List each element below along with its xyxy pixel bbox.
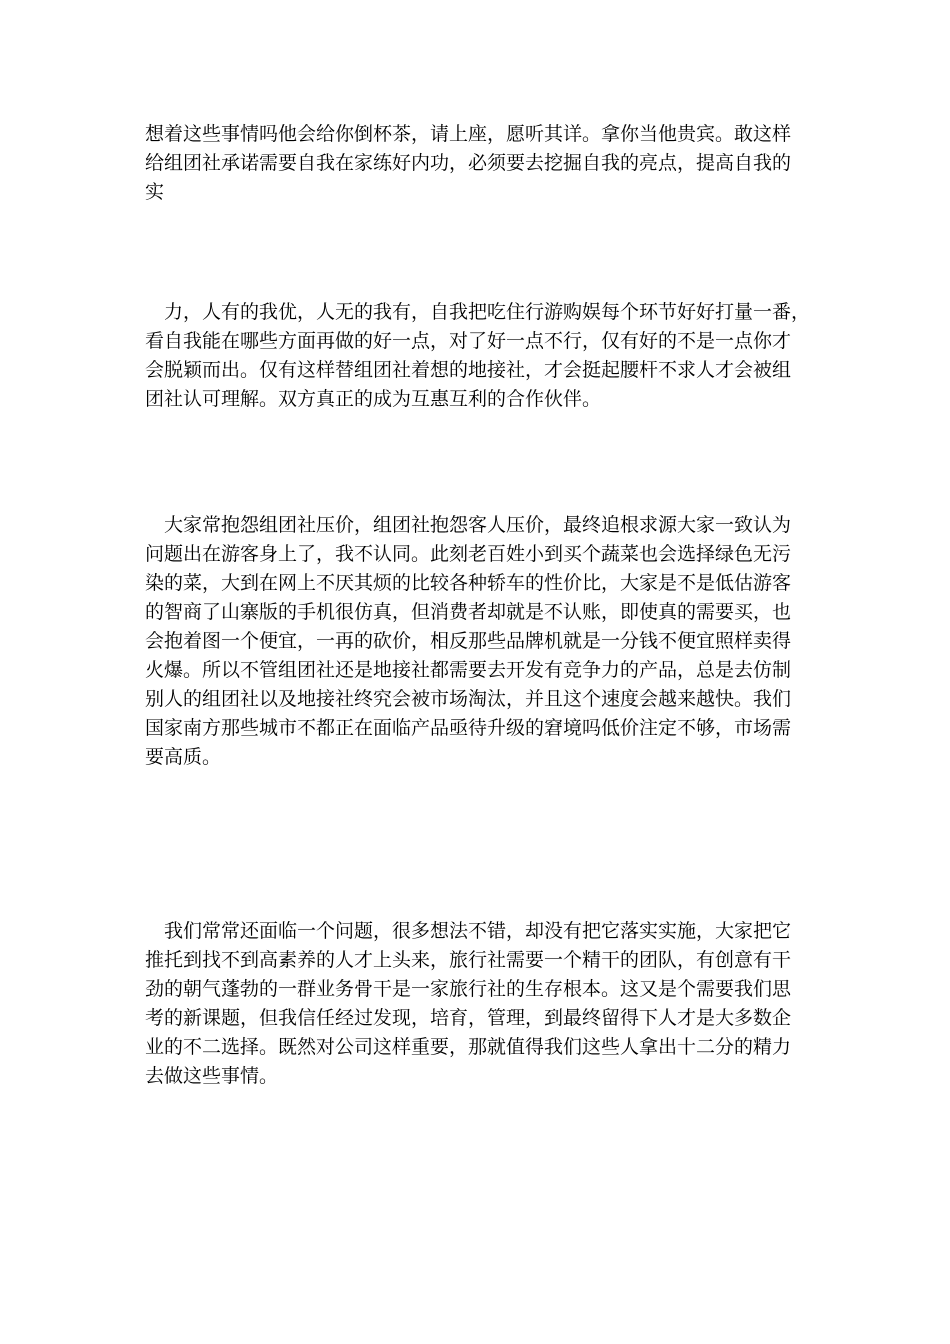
text-line: 会抱着图一个便宜，一再的砍价，相反那些品牌机就是一分钱不便宜照样卖得 (145, 630, 792, 652)
text-line: 火爆。所以不管组团社还是地接社都需要去开发有竞争力的产品，总是去仿制 (145, 659, 792, 681)
text-line: 要高质。 (145, 746, 222, 768)
text-line: 考的新课题，但我信任经过发现，培育，管理，到最终留得下人才是大多数企 (145, 1007, 792, 1029)
text-line: 看自我能在哪些方面再做的好一点，对了好一点不行，仅有好的不是一点你才 (145, 330, 792, 352)
text-line: 会脱颖而出。仅有这样替组团社着想的地接社，才会挺起腰杆不求人才会被组 (145, 359, 792, 381)
text-line: 别人的组团社以及地接社终究会被市场淘汰，并且这个速度会越来越快。我们 (145, 688, 792, 710)
paragraph-2 (145, 298, 815, 414)
text-line: 实 (145, 181, 165, 203)
text-line: 想着这些事情吗他会给你倒杯茶，请上座，愿听其详。拿你当他贵宾。敢这样 (145, 123, 792, 145)
text-line: 的智商了山寨版的手机很仿真，但消费者却就是不认账，即使真的需要买，也 (145, 601, 792, 623)
paragraph-1 (145, 120, 815, 207)
paragraph-3 (145, 511, 815, 772)
text-line: 给组团社承诺需要自我在家练好内功，必须要去挖掘自我的亮点，提高自我的 (145, 152, 792, 174)
text-line: 劲的朝气蓬勃的一群业务骨干是一家旅行社的生存根本。这又是个需要我们思 (145, 978, 792, 1000)
text-line: 力，人有的我优，人无的我有，自我把吃住行游购娱每个环节好好打量一番， (145, 301, 811, 323)
text-line: 去做这些事情。 (145, 1065, 279, 1087)
text-line: 团社认可理解。双方真正的成为互惠互利的合作伙伴。 (145, 388, 602, 410)
text-line: 问题出在游客身上了，我不认同。此刻老百姓小到买个蔬菜也会选择绿色无污 (145, 543, 792, 565)
text-line: 国家南方那些城市不都正在面临产品亟待升级的窘境吗低价注定不够，市场需 (145, 717, 792, 739)
text-line: 业的不二选择。既然对公司这样重要，那就值得我们这些人拿出十二分的精力 (145, 1036, 792, 1058)
text-line: 染的菜，大到在网上不厌其烦的比较各种轿车的性价比，大家是不是低估游客 (145, 572, 792, 594)
text-line: 推托到找不到高素养的人才上头来，旅行社需要一个精干的团队，有创意有干 (145, 949, 792, 971)
text-line: 我们常常还面临一个问题，很多想法不错，却没有把它落实实施，大家把它 (145, 920, 792, 942)
text-line: 大家常抱怨组团社压价，组团社抱怨客人压价，最终追根求源大家一致认为 (145, 514, 792, 536)
paragraph-4 (145, 917, 815, 1091)
